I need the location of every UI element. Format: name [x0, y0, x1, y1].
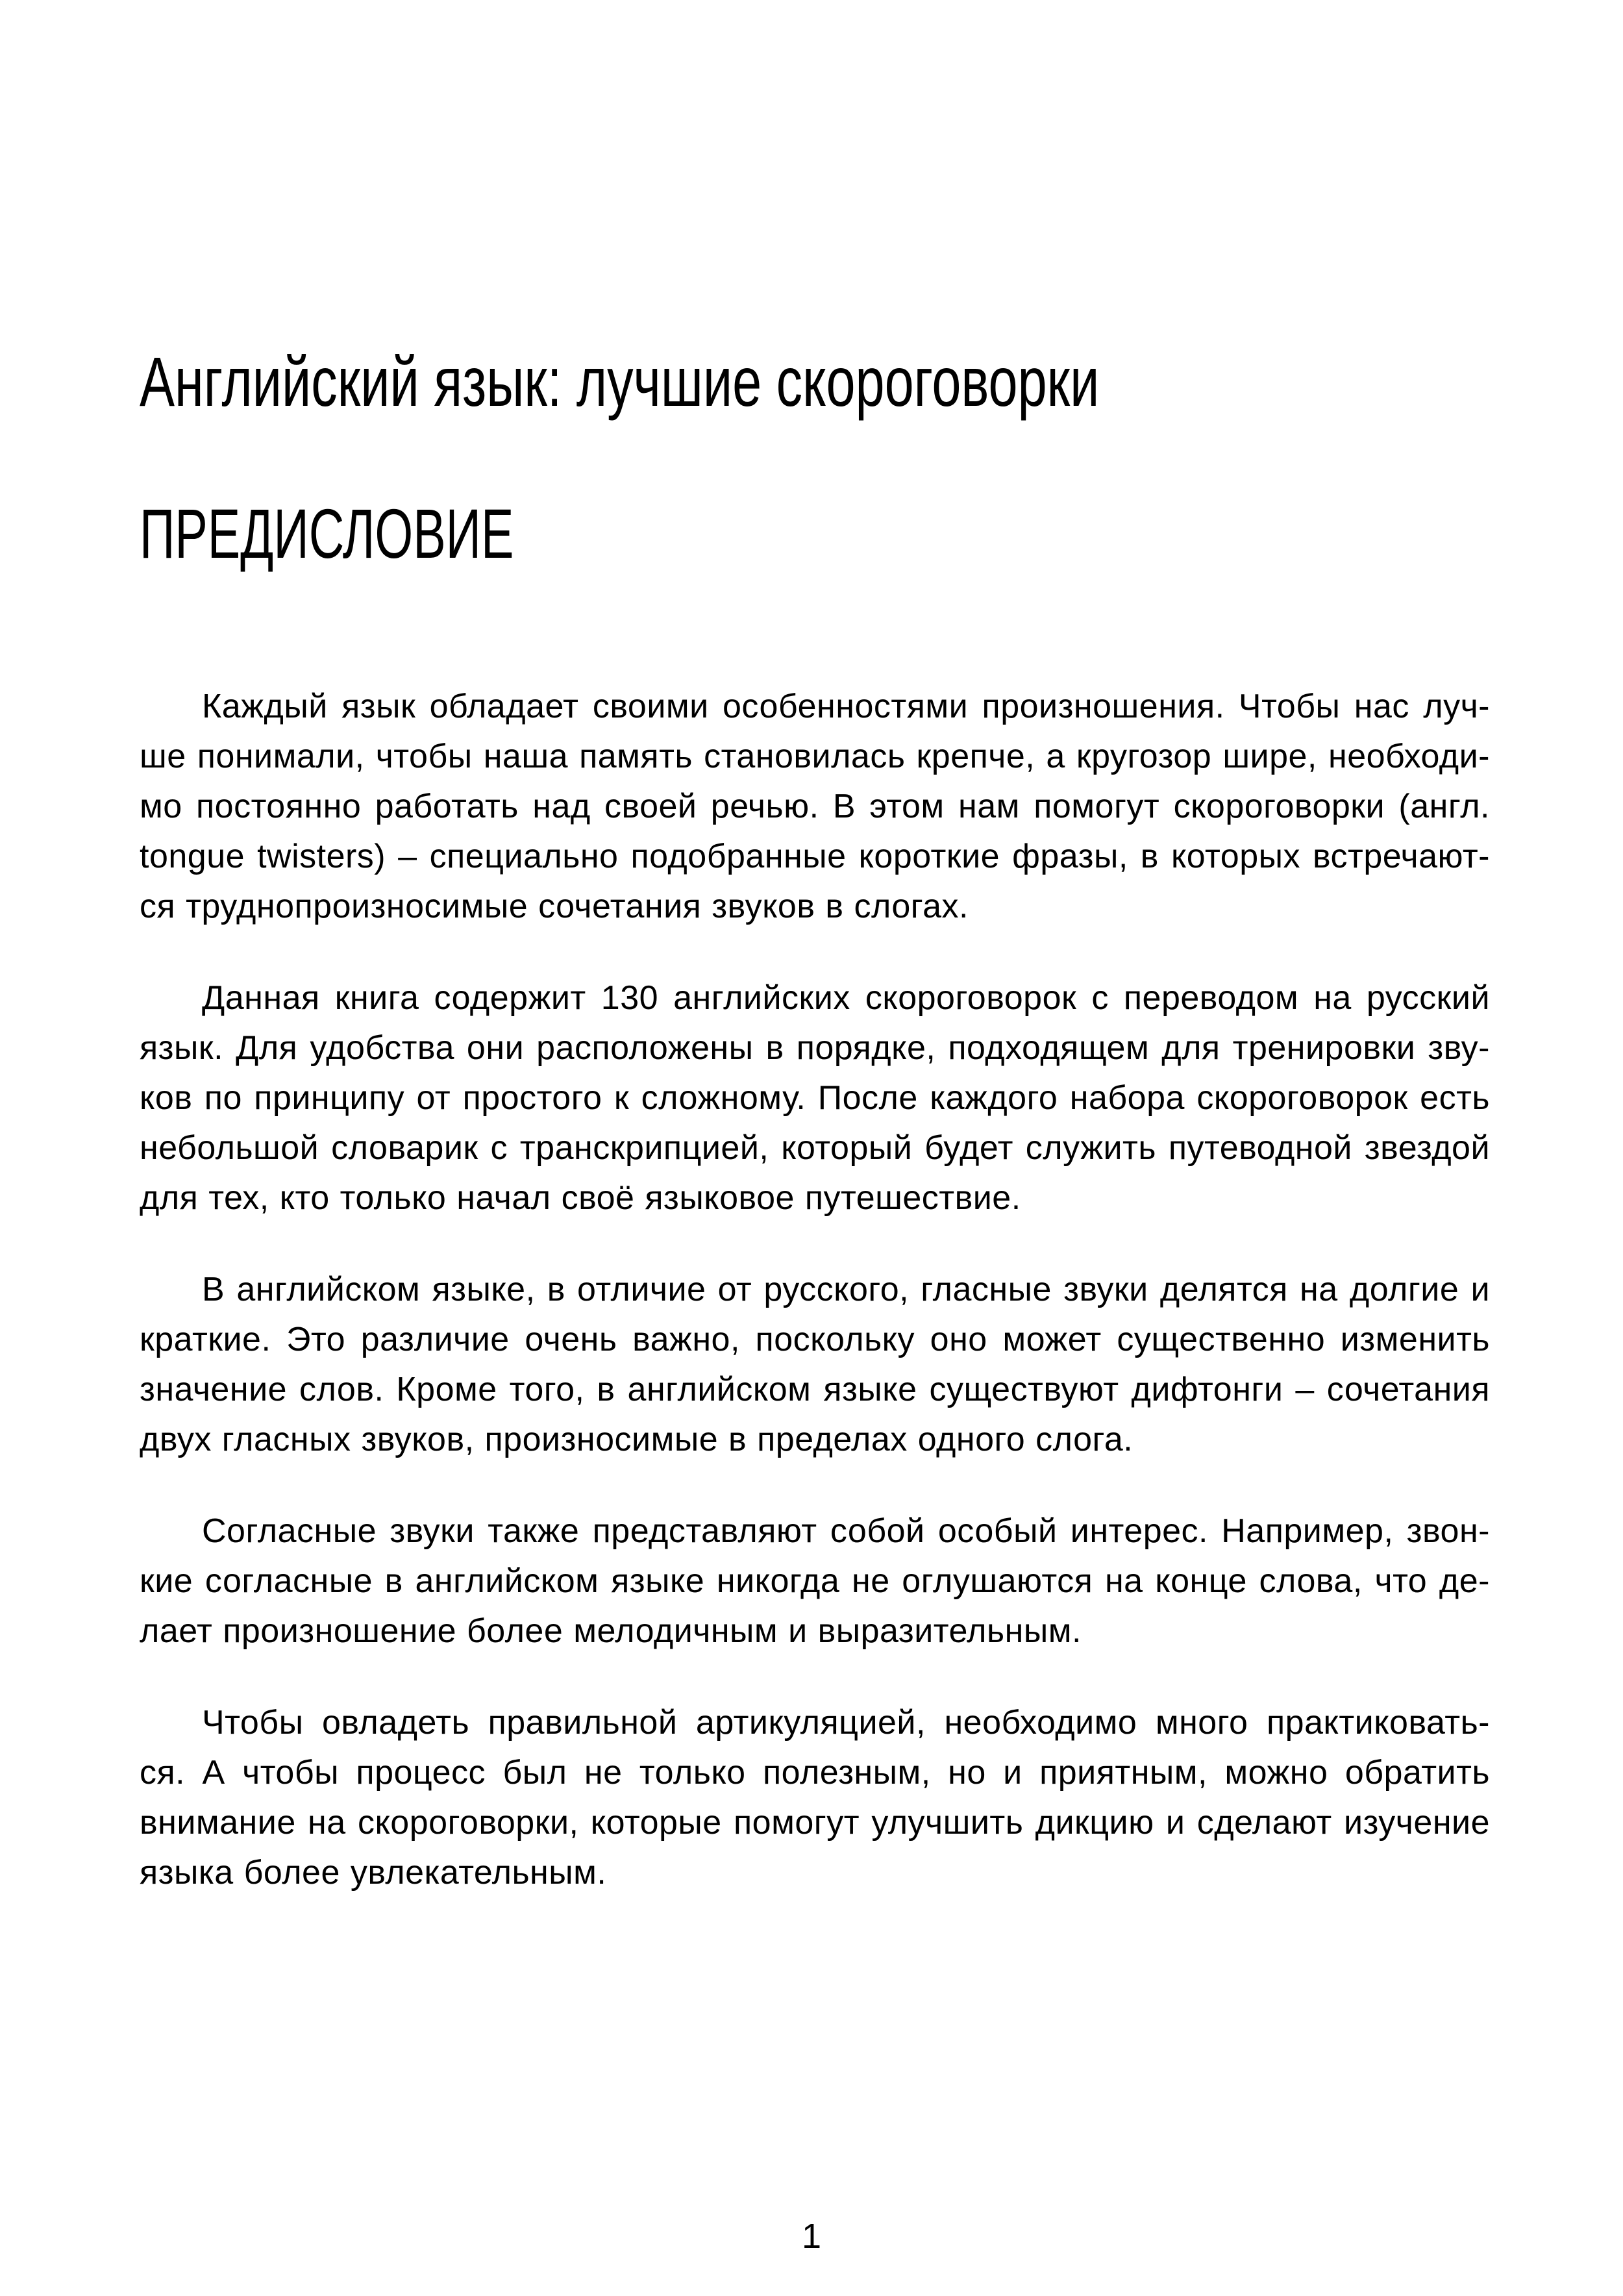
paragraph-line: Согласные звуки также представляют собой особый интерес. Например, звон-	[202, 1512, 1490, 1550]
paragraph-line: краткие. Это различие очень важно, поскольку оно может существенно изменить	[140, 1321, 1490, 1358]
paragraph-line: небольшой словарик с транскрипцией, который будет служить путеводной звездой	[140, 1129, 1490, 1167]
paragraph	[140, 1506, 1490, 1656]
paragraph-line: ков по принципу от простого к сложному. После каждого набора скороговорок есть	[140, 1079, 1490, 1117]
paragraph	[140, 1265, 1490, 1465]
paragraph-line: двух гласных звуков, произносимые в пределах одного слога.	[140, 1421, 1134, 1458]
paragraph-line: мо постоянно работать над своей речью. В этом нам помогут скороговорки (англ.	[140, 788, 1490, 825]
paragraph-line: ше понимали, чтобы наша память становилась крепче, а кругозор шире, необходи-	[140, 738, 1490, 775]
preface-text	[140, 682, 1490, 1898]
paragraph	[140, 973, 1490, 1223]
paragraph-line: ся труднопроизносимые сочетания звуков в слогах.	[140, 888, 969, 925]
paragraph-line: кие согласные в английском языке никогда не оглушаются на конце слова, что де-	[140, 1562, 1490, 1600]
paragraph-line: языка более увлекательным.	[140, 1854, 607, 1891]
paragraph-line: Данная книга содержит 130 английских скороговорок с переводом на русский	[202, 979, 1490, 1017]
paragraph-line: для тех, кто только начал своё языковое путешествие.	[140, 1179, 1021, 1217]
paragraph-line: язык. Для удобства они расположены в порядке, подходящем для тренировки зву-	[140, 1029, 1490, 1067]
page-content	[140, 0, 1490, 1898]
paragraph-line: ся. А чтобы процесс был не только полезным, но и приятным, можно обратить	[140, 1754, 1490, 1791]
preface-heading: ПРЕДИСЛОВИЕ	[140, 494, 514, 573]
paragraph-line: значение слов. Кроме того, в английском языке существуют дифтонги – сочетания	[140, 1371, 1490, 1408]
paragraph-line: tongue twisters) – специально подобранные короткие фразы, в которых встречают-	[140, 838, 1490, 875]
paragraph-line: внимание на скороговорки, которые помогут улучшить дикцию и сделают изучение	[140, 1804, 1490, 1841]
paragraph	[140, 682, 1490, 932]
paragraph-line: Чтобы овладеть правильной артикуляцией, необходимо много практиковать-	[202, 1704, 1490, 1741]
page-number: 1	[801, 2217, 822, 2256]
paragraph-line: Каждый язык обладает своими особенностями произношения. Чтобы нас луч-	[202, 688, 1490, 725]
paragraph	[140, 1698, 1490, 1898]
paragraph-line: лает произношение более мелодичным и выразительным.	[140, 1612, 1082, 1650]
book-title: Английский язык: лучшие скороговорки	[140, 342, 1100, 421]
paragraph-line: В английском языке, в отличие от русского, гласные звуки делятся на долгие и	[202, 1271, 1490, 1308]
